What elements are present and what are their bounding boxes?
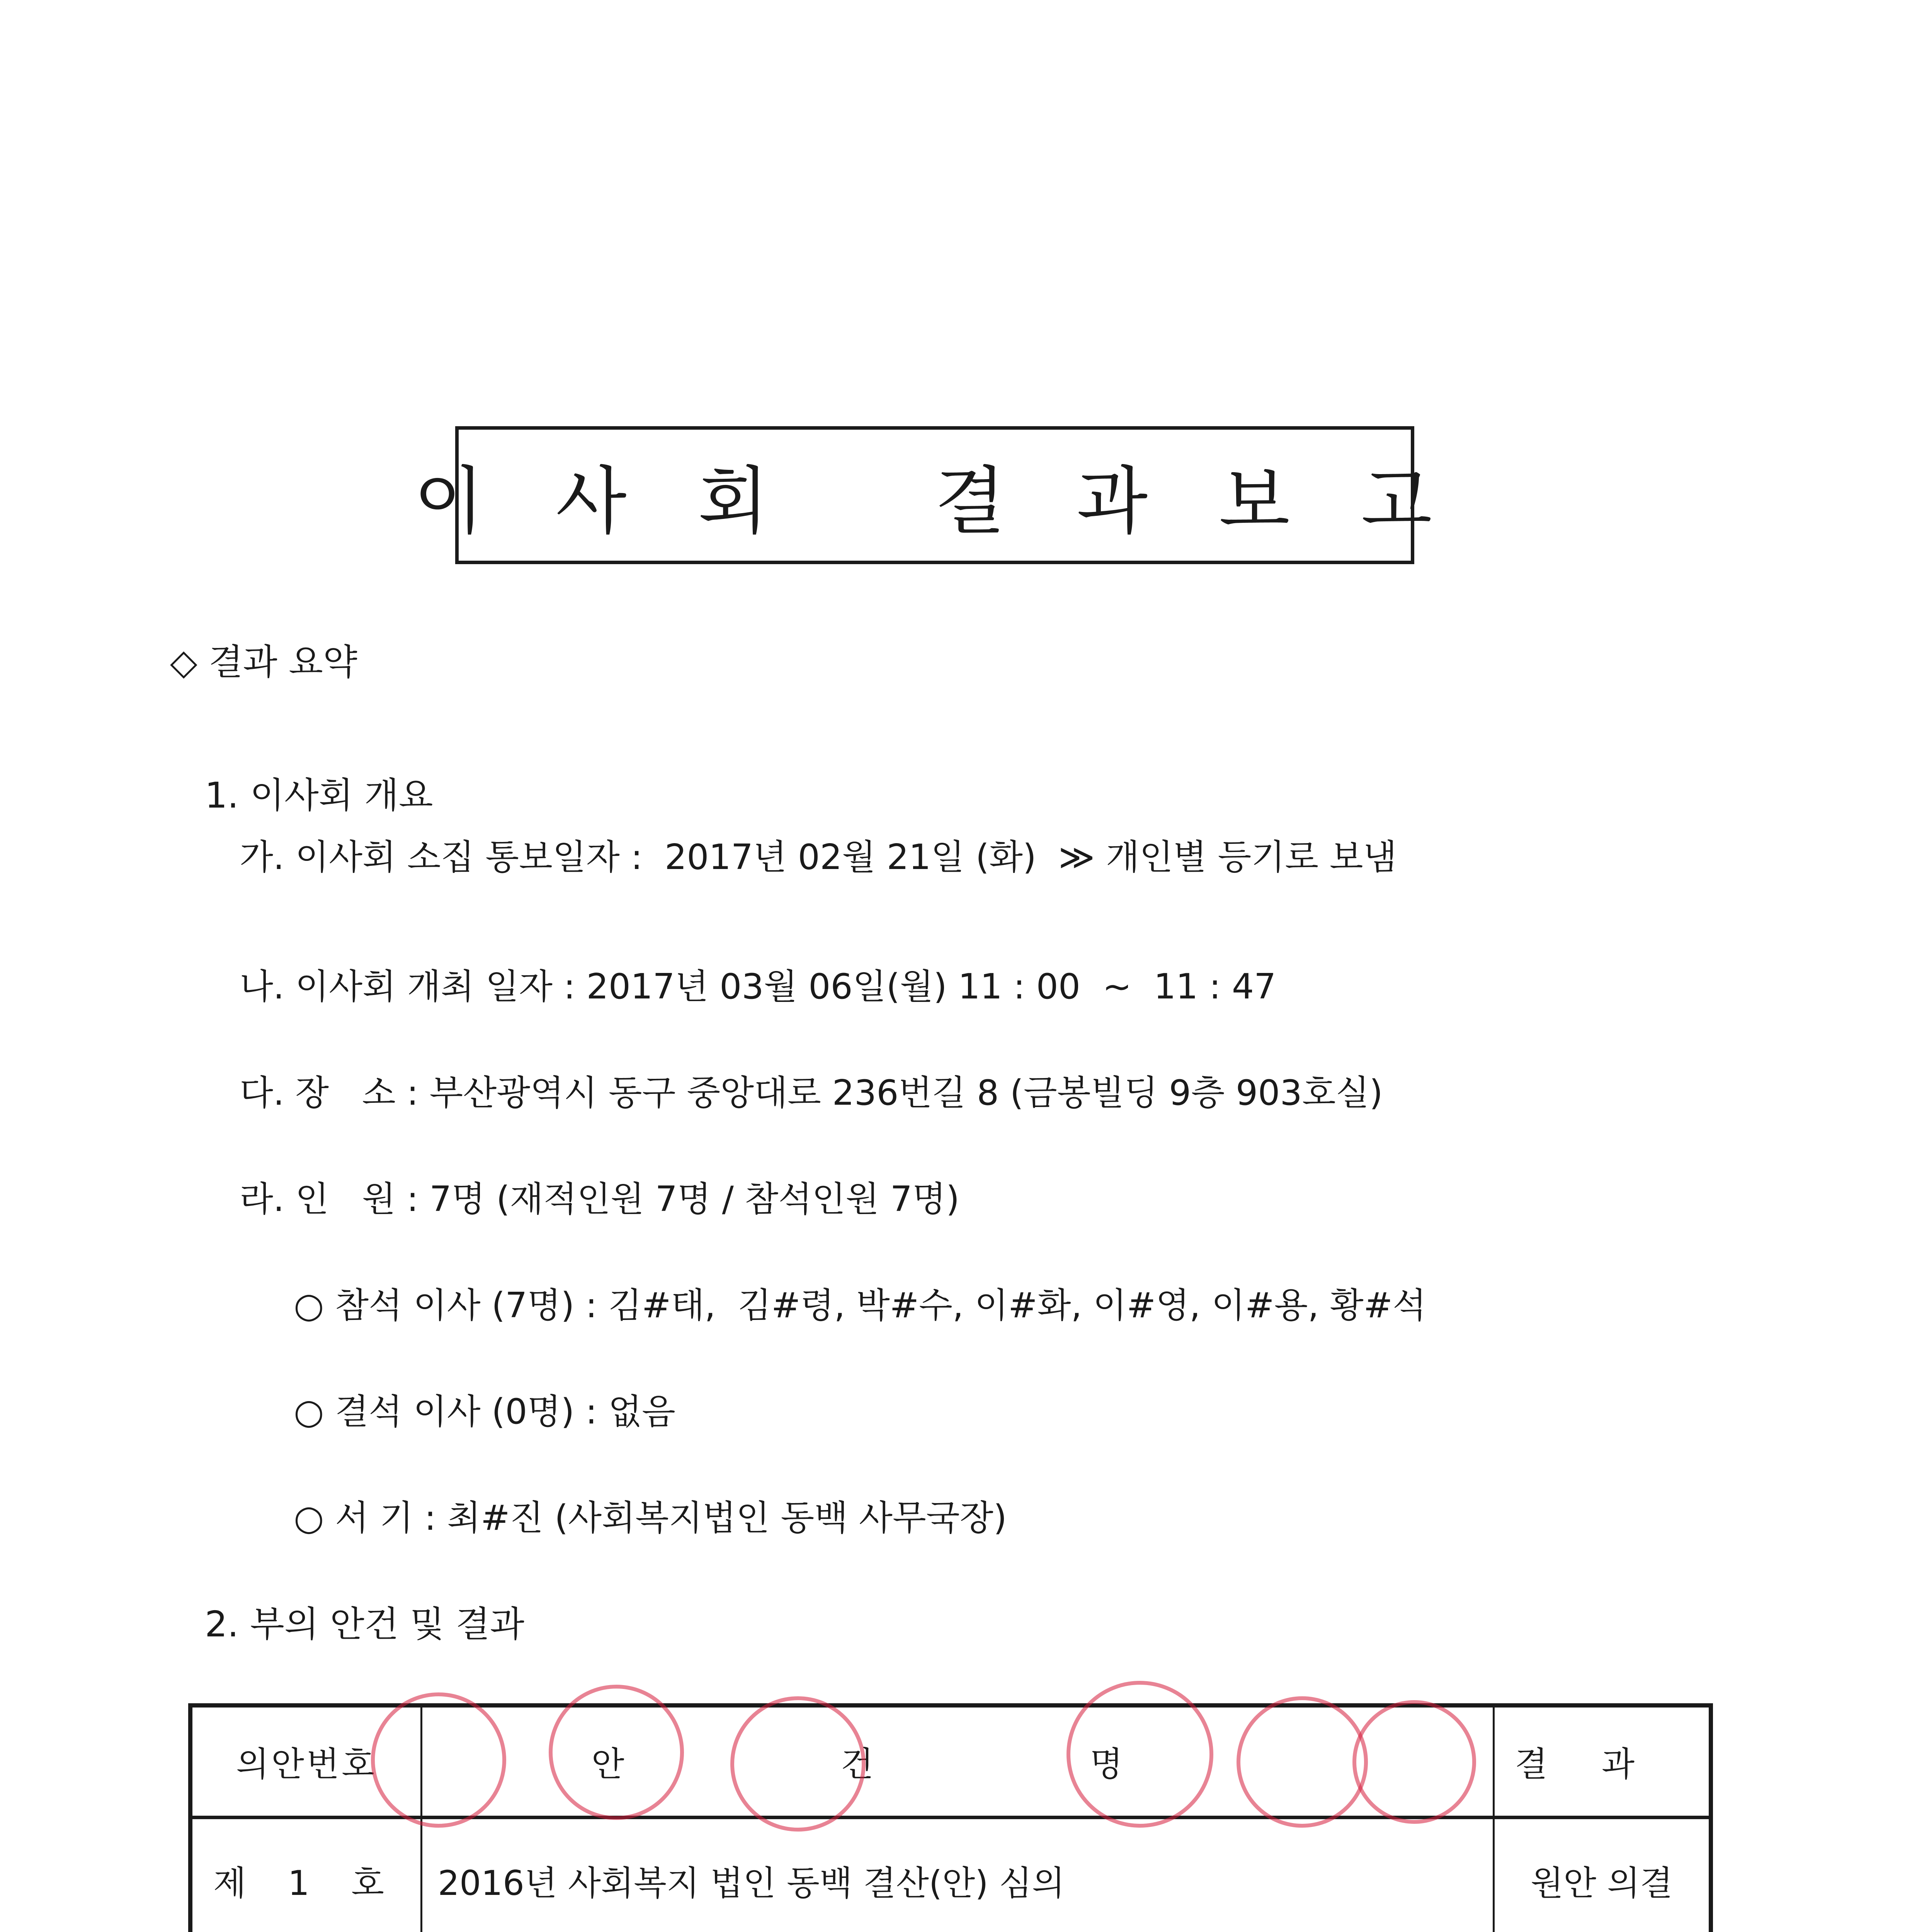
table-header-row bbox=[191, 1706, 1711, 1818]
attend-line: ○ 참석 이사 (7명) : 김#태, 김#령, 박#수, 이#화, 이#영, 이#용, 황#석 bbox=[294, 1285, 1427, 1326]
section1-heading: 1. 이사회 개요 bbox=[205, 775, 433, 816]
row-title: 2016년 사회복지 법인 동백 결산(안) 심의 bbox=[422, 1818, 1494, 1932]
header-result: 결과 bbox=[1494, 1706, 1711, 1818]
header-number: 의안번호 bbox=[191, 1706, 422, 1818]
summary-heading: ◇ 결과 요약 bbox=[170, 641, 357, 683]
item-na: 나. 이사회 개최 일자 : 2017년 03월 06일(월) 11 : 00 ~ 11 : 47 bbox=[240, 966, 1276, 1007]
item-da: 다. 장 소 : 부산광역시 동구 중앙대로 236번길 8 (금봉빌딩 9층 903호실) bbox=[240, 1073, 1383, 1113]
row-result: 원안 의결 bbox=[1494, 1818, 1711, 1932]
item-ra: 라. 인 원 : 7명 (재적인원 7명 / 참석인원 7명) bbox=[240, 1179, 960, 1219]
document-title: 이 사 회 결 과 보 고 bbox=[413, 459, 1456, 544]
table-row bbox=[191, 1818, 1711, 1932]
absent-line: ○ 결석 이사 (0명) : 없음 bbox=[294, 1391, 675, 1432]
section2-heading: 2. 부의 안건 및 결과 bbox=[205, 1604, 524, 1645]
row-number: 제 1 호 bbox=[191, 1818, 422, 1932]
agenda-table bbox=[188, 1703, 1713, 1932]
secretary-line: ○ 서 기 : 최#진 (사회복지법인 동백 사무국장) bbox=[294, 1498, 1007, 1538]
document-title-box bbox=[413, 426, 1456, 564]
header-title: 안건명 bbox=[422, 1706, 1494, 1818]
item-ga: 가. 이사회 소집 통보일자 : 2017년 02월 21일 (화) ≫ 개인별 등기로 보냄 bbox=[240, 837, 1397, 878]
